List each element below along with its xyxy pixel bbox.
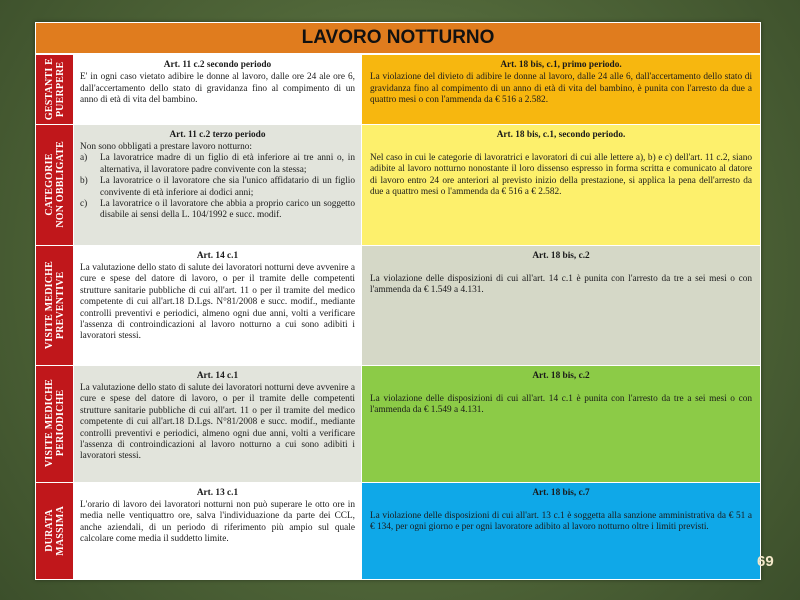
sanction-article: Art. 18 bis, c.1, secondo periodo. (496, 129, 626, 140)
sanction-text: La violazione del divieto di adibire le donne al lavoro, dalle 24 alle 6, dall'accertamento dello stato di gravidanza fino al compimento di un anno di età di vita del bambino, è punita con l'arresto da due a quattro mesi o con l'ammenda da € 516 a 2.582. (370, 72, 753, 106)
title-row (36, 23, 761, 55)
table-title: LAVORO NOTTURNO (36, 23, 761, 55)
norm-cell (74, 245, 362, 365)
sanction-article: Art. 18 bis, c.2 (532, 250, 590, 261)
table-row (36, 245, 761, 365)
norm-article: Art. 14 c.1 (196, 250, 239, 261)
night-work-table (35, 22, 761, 580)
row-label (36, 54, 74, 124)
sanction-text: La violazione delle disposizioni di cui all'art. 14 c.1 è punita con l'arresto da tre a sei mesi o con l'ammenda da € 1.549 a 4.131. (370, 393, 753, 416)
sanction-cell (362, 54, 761, 124)
norm-cell (74, 124, 362, 245)
table-row (36, 365, 761, 482)
norm-cell (74, 365, 362, 482)
sanction-article: Art. 18 bis, c.1, primo periodo. (500, 60, 622, 70)
sanction-cell (362, 365, 761, 482)
row-label-text: VISITE MEDICHE PERIODICHE (43, 379, 66, 468)
sanction-text: La violazione delle disposizioni di cui all'art. 13 c.1 è soggetta alla sanzione amministrativa da € 51 a € 134, per ogni giorno e per ogni lavoratore adibito al lavoro notturno oltre i limiti previsti. (370, 510, 753, 533)
row-label (36, 124, 74, 245)
exempt-categories-list (80, 153, 355, 221)
row-label (36, 365, 74, 482)
sanction-cell (362, 124, 761, 245)
sanction-article: Art. 18 bis, c.7 (532, 487, 590, 498)
page-number: 69 (757, 553, 774, 570)
row-label-text: GESTANTI E PUERPERE (43, 58, 66, 121)
sanction-text: Nel caso in cui le categorie di lavoratrici e lavoratori di cui alle lettere a), b) e c) dell'art. 11 c.2, siano adibite al lavoro notturno nonostante il loro dissenso espresso in forma scritta e comunicato al datore di lavoro entro 24 ore anteriori al previsto inizio della prestazione, si applica la pena dell'arresto da due a quattro mesi o l'ammenda da € 516 a € 2.582. (370, 152, 753, 198)
norm-intro: Non sono obbligati a prestare lavoro notturno: (80, 141, 252, 152)
table-row (36, 482, 761, 579)
table-row (36, 54, 761, 124)
list-item: c) La lavoratrice o il lavoratore che abbia a proprio carico un soggetto disabile ai sensi della L. 104/1992 e succ. modif. (80, 198, 355, 221)
norm-text: L'orario di lavoro dei lavoratori notturni non può superare le otto ore in media nelle ventiquattro ore, salva l'individuazione da parte dei CCL, anche aziendali, di un periodo di riferimento più ampio sul quale calcolare come media il suddetto limite. (80, 499, 355, 545)
row-label (36, 482, 74, 579)
row-label-text: DURATA MASSIMA (43, 505, 66, 556)
row-label-text: CATEGORIE NON OBBLIGATE (43, 141, 66, 228)
table-row (36, 124, 761, 245)
norm-article: Art. 13 c.1 (196, 487, 239, 498)
norm-cell (74, 482, 362, 579)
row-label (36, 245, 74, 365)
norm-text: E' in ogni caso vietato adibire le donne al lavoro, dalle ore 24 ale ore 6, dall'accertamento dello stato di gravidanza fino al compimento di un anno di età di vita del bambino. (80, 72, 355, 106)
norm-text: La valutazione dello stato di salute dei lavoratori notturni deve avvenire a cure e spese del datore di lavoro, o per il tramite delle competenti strutture sanitarie pubbliche di cui all'art. 11 o per il tramite del medico competente di cui all'art.18 D.Lgs. N°81/2008 e succ. modif., mediante controlli preventivi e periodici, almeno ogni due anni, volti a verificare l'assenza di controindicazioni al lavoro notturno a cui sono adibiti i lavoratori stessi. (80, 382, 355, 462)
norm-article: Art. 11 c.2 secondo periodo (163, 60, 272, 70)
list-item: b) La lavoratrice o il lavoratore che sia l'unico affidatario di un figlio convivente di età inferiore ai dodici anni; (80, 176, 355, 198)
norm-article: Art. 14 c.1 (196, 370, 239, 381)
norm-text: La valutazione dello stato di salute dei lavoratori notturni deve avvenire a cure e spese del datore di lavoro, o per il tramite delle competenti strutture sanitarie pubbliche di cui all'art. 11 o per il tramite del medico competente di cui all'art.18 D.Lgs. N°81/2008 e succ. modif., mediante controlli preventivi e periodici, almeno ogni due anni, volti a verificare l'assenza di controindicazioni al lavoro notturno a cui sono adibiti i lavoratori stessi. (80, 262, 355, 342)
norm-cell (74, 54, 362, 124)
sanction-cell (362, 482, 761, 579)
sanction-text: La violazione delle disposizioni di cui all'art. 14 c.1 è punita con l'arresto da tre a sei mesi o con l'ammenda da € 1.549 a 4.131. (370, 273, 753, 296)
norm-article: Art. 11 c.2 terzo periodo (169, 129, 266, 140)
list-item: a) La lavoratrice madre di un figlio di età inferiore ai tre anni o, in alternativa, il lavoratore padre convivente con la stessa; (80, 153, 355, 175)
sanction-article: Art. 18 bis, c.2 (532, 370, 590, 381)
sanction-cell (362, 245, 761, 365)
row-label-text: VISITE MEDICHE PREVENTIVE (43, 260, 66, 350)
